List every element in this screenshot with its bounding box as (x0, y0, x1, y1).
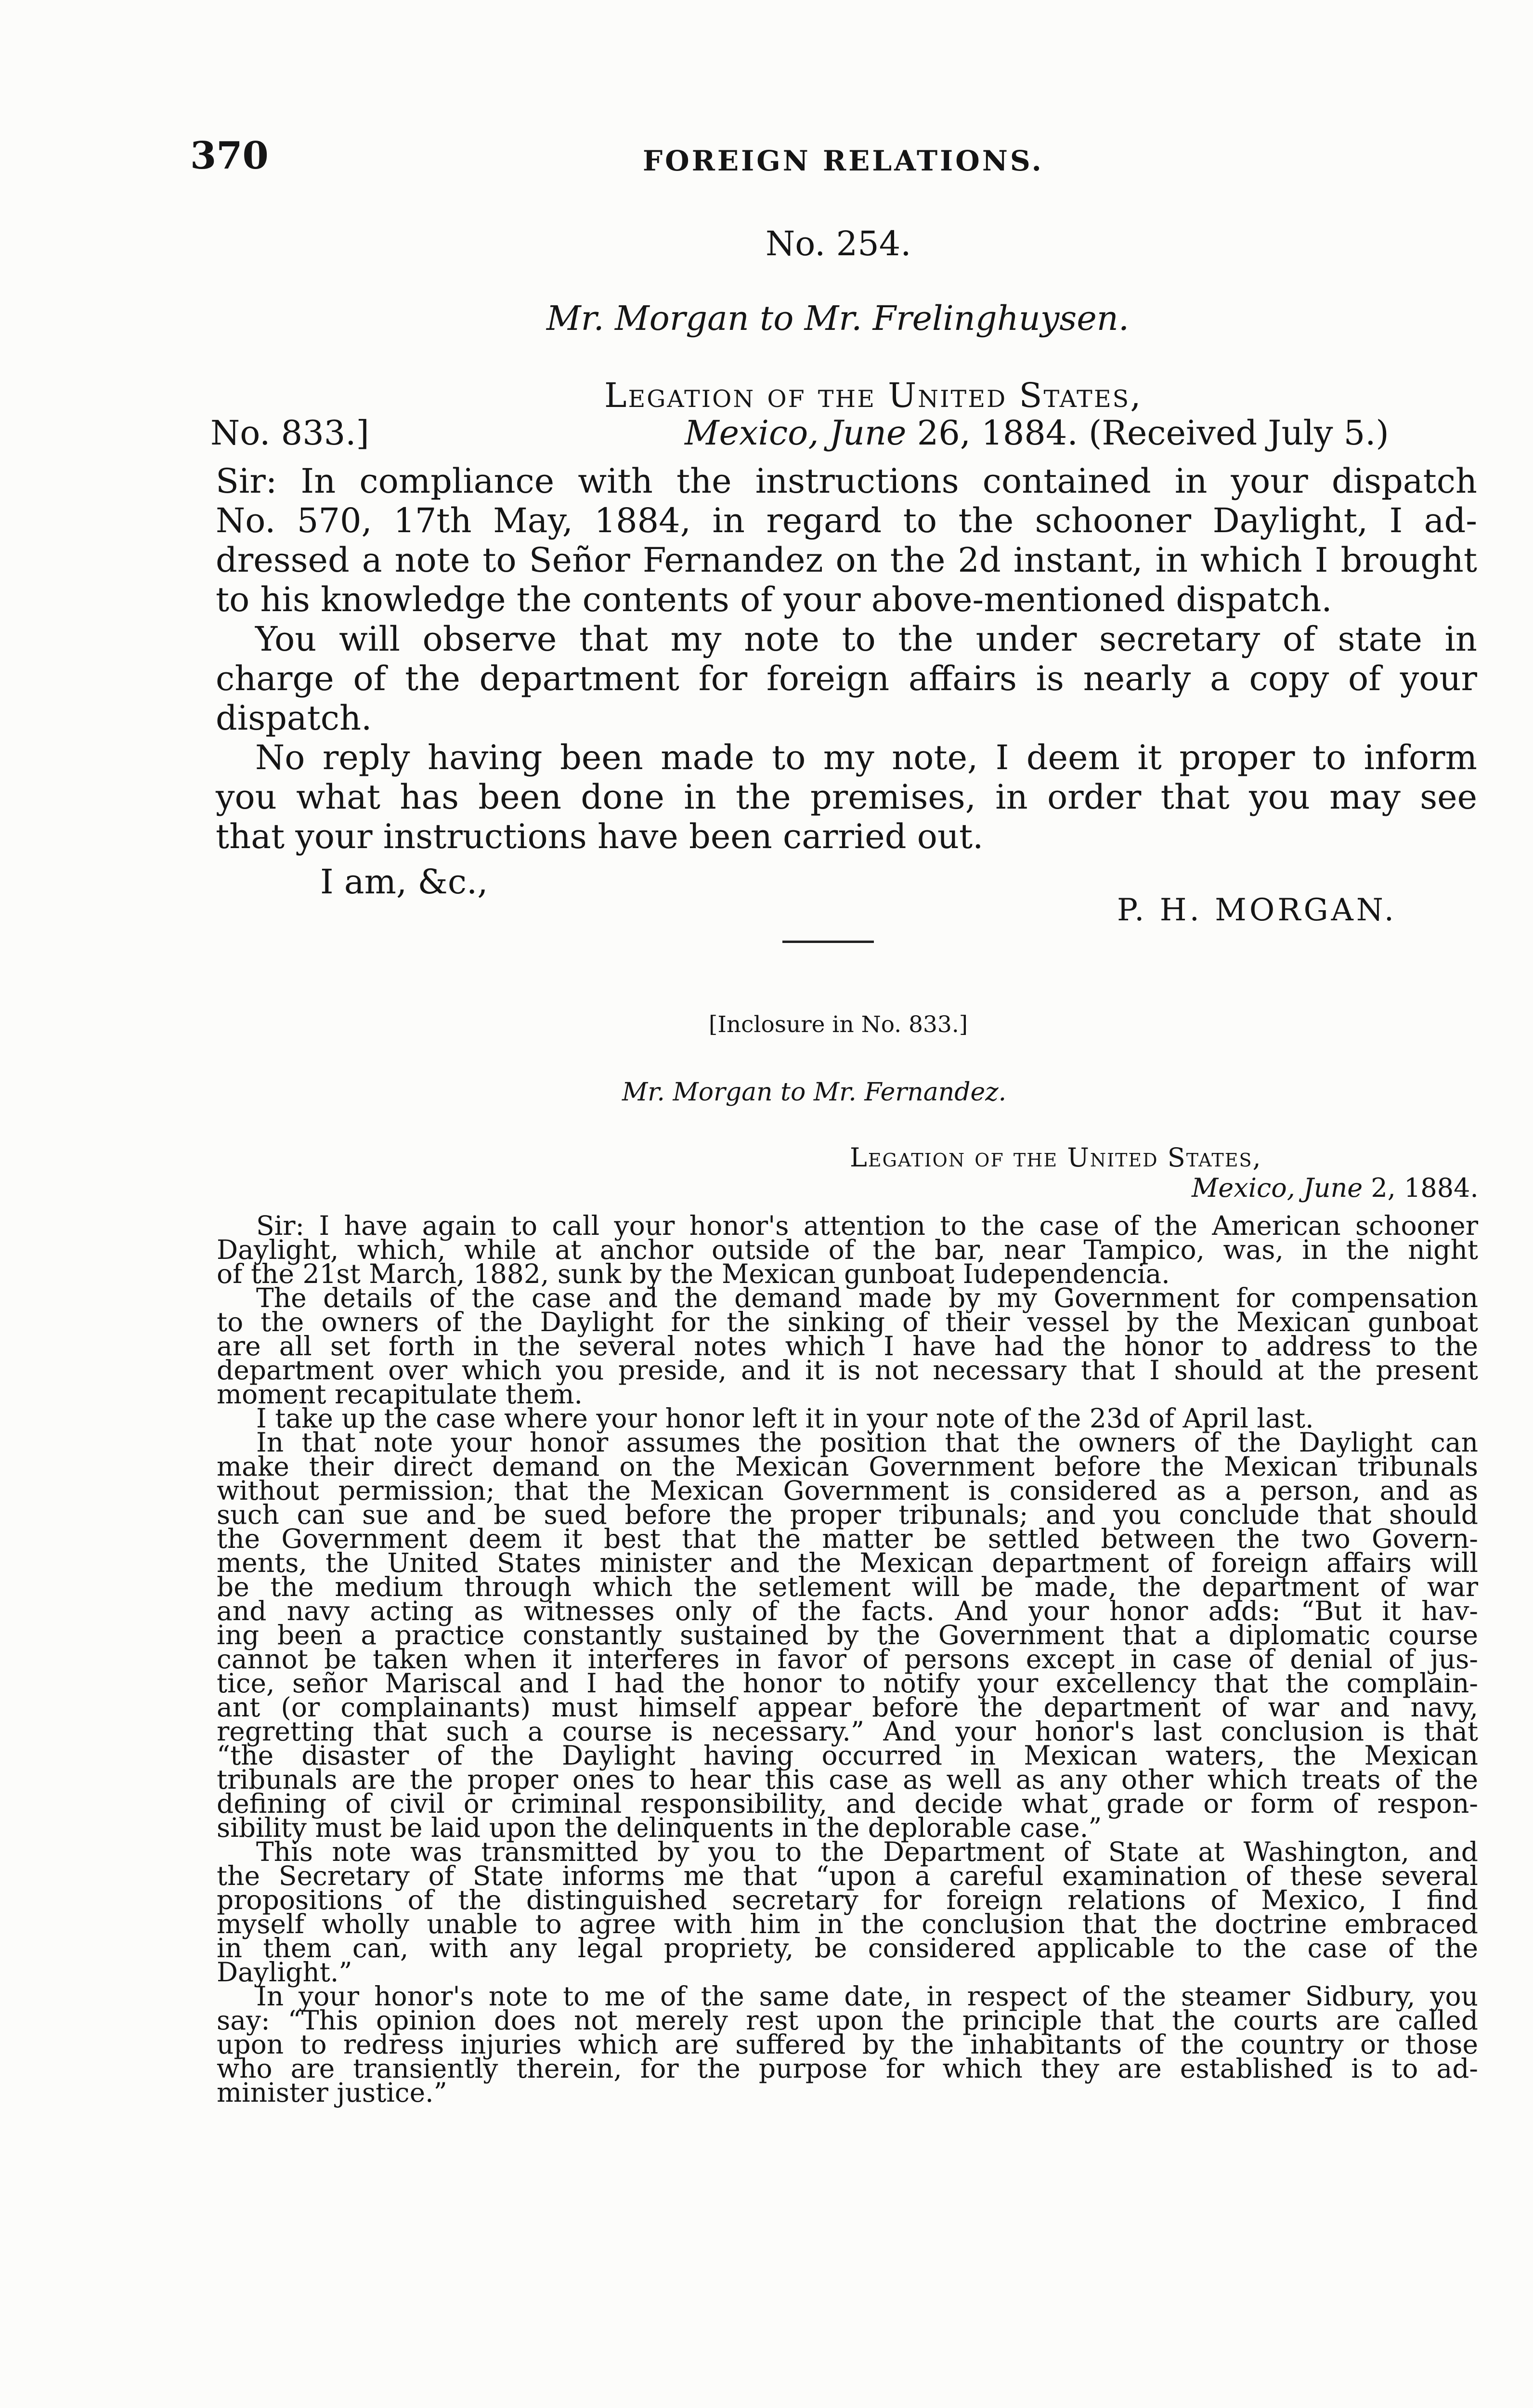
enclosure-line: defining of civil or criminal responsibility, and decide what grade or form of respon- (217, 1788, 1478, 1819)
letter-place-date (685, 413, 1389, 453)
enclosure-line: ant (or complainants) must himself appear before the department of war and navy, (217, 1692, 1478, 1723)
enclosure-line: make their direct demand on the Mexican Government before the Mexican tribunals (217, 1451, 1478, 1482)
enclosure-title: Mr. Morgan to Mr. Fernandez. (622, 1078, 1007, 1107)
letter-line: You will observe that my note to the under secretary of state in (255, 619, 1477, 659)
enclosure-line: I take up the case where your honor left it in your note of the 23d of April last. (256, 1403, 1314, 1434)
enclosure-line: tribunals are the proper ones to hear this case as well as any other which treats of the (217, 1764, 1478, 1795)
letter-line: dispatch. (216, 698, 372, 738)
letter-legation: Legation of the United States, (604, 376, 1143, 415)
enclosure-line: are all set forth in the several notes which I have had the honor to address to the (217, 1331, 1478, 1361)
enclosure-place: Mexico, June (1192, 1173, 1363, 1203)
enclosure-line: “the disaster of the Daylight having occurred in Mexican waters, the Mexican (217, 1740, 1478, 1771)
enclosure-line: cannot be taken when it interferes in favor of persons except in case of denial of jus- (217, 1644, 1478, 1675)
letter-line: Sir: In compliance with the instructions contained in your dispatch (216, 461, 1477, 501)
enclosure-date: 2, 1884. (1363, 1173, 1479, 1203)
enclosure-line: to the owners of the Daylight for the sinking of their vessel by the Mexican gunboat (217, 1307, 1478, 1337)
enclosure-line: Daylight.” (217, 1957, 352, 1988)
enclosure-line: minister justice.” (217, 2077, 447, 2108)
letter-line: charge of the department for foreign affairs is nearly a copy of your (216, 659, 1477, 698)
letter-line: that your instructions have been carried out. (216, 817, 984, 856)
enclosure-line: the Government deem it best that the matter be settled between the two Govern- (217, 1523, 1478, 1554)
letter-closing: I am, &c., (320, 862, 488, 902)
enclosure-line: and navy acting as witnesses only of the facts. And your honor adds: “But it hav- (217, 1596, 1478, 1626)
letter-line: No reply having been made to my note, I deem it proper to inform (255, 738, 1477, 777)
letter-signature: P. H. MORGAN. (1117, 892, 1397, 928)
enclosure-line: myself wholly unable to agree with him in the conclusion that the doctrine embraced (217, 1909, 1478, 1939)
enclosure-line: In your honor's note to me of the same date, in respect of the steamer Sidbury, you (256, 1981, 1478, 2012)
enclosure-line: department over which you preside, and it is not necessary that I should at the present (217, 1355, 1478, 1386)
enclosure-line: of the 21st March, 1882, sunk by the Mexican gunboat Iudependencia. (217, 1258, 1170, 1289)
enclosure-line: who are transiently therein, for the purpose for which they are established is to ad- (217, 2053, 1478, 2084)
enclosure-line: regretting that such a course is necessary.” And your honor's last conclusion is that (217, 1716, 1478, 1747)
enclosure-line: This note was transmitted by you to the Department of State at Washington, and (256, 1836, 1478, 1867)
enclosure-line: without permission; that the Mexican Government is considered as a person, and as (217, 1475, 1478, 1506)
enclosure-label: [Inclosure in No. 833.] (709, 1011, 968, 1038)
document-number: No. 254. (766, 224, 911, 263)
enclosure-line: moment recapitulate them. (217, 1379, 583, 1410)
letter-date: 26, 1884. (Received July 5.) (906, 413, 1389, 453)
enclosure-line: ments, the United States minister and the Mexican department of foreign affairs will (217, 1547, 1478, 1578)
enclosure-line: Daylight, which, while at anchor outside of the bar, near Tampico, was, in the night (217, 1234, 1478, 1265)
enclosure-line: sibility must be laid upon the delinquents in the deplorable case.” (217, 1812, 1102, 1843)
letter-title: Mr. Morgan to Mr. Frelinghuysen. (546, 299, 1130, 338)
enclosure-line: in them can, with any legal propriety, be considered applicable to the case of the (217, 1933, 1478, 1963)
enclosure-line: ing been a practice constantly sustained by the Government that a diplomatic course (217, 1620, 1478, 1650)
enclosure-place-date (1192, 1173, 1479, 1203)
section-divider (782, 941, 874, 943)
enclosure-legation: Legation of the United States, (850, 1142, 1262, 1173)
enclosure-line: say: “This opinion does not merely rest upon the principle that the courts are called (217, 2005, 1478, 2036)
letter-line: dressed a note to Señor Fernandez on the 2d instant, in which I brought (216, 540, 1477, 580)
enclosure-line: The details of the case and the demand made by my Government for compensation (256, 1283, 1478, 1313)
enclosure-line: tice, señor Mariscal and I had the honor to notify your excellency that the complain- (217, 1668, 1478, 1699)
enclosure-line: Sir: I have again to call your honor's attention to the case of the American schooner (256, 1210, 1478, 1241)
dispatch-number: No. 833.] (210, 413, 369, 453)
enclosure-line: In that note your honor assumes the position that the owners of the Daylight can (256, 1427, 1478, 1458)
page-number: 370 (190, 134, 269, 178)
letter-line: to his knowledge the contents of your above-mentioned dispatch. (216, 580, 1332, 619)
letter-line: you what has been done in the premises, in order that you may see (216, 777, 1477, 817)
enclosure-line: be the medium through which the setlement will be made, the department of war (217, 1571, 1478, 1602)
letter-place: Mexico, June (685, 413, 907, 453)
enclosure-line: upon to redress injuries which are suffered by the inhabitants of the country or those (217, 2029, 1478, 2060)
enclosure-line: such can sue and be sued before the proper tribunals; and you conclude that should (217, 1499, 1478, 1530)
running-title: FOREIGN RELATIONS. (643, 144, 1044, 177)
enclosure-line: propositions of the distinguished secretary for foreign relations of Mexico, I find (217, 1885, 1478, 1915)
letter-line: No. 570, 17th May, 1884, in regard to the schooner Daylight, I ad- (216, 501, 1477, 540)
enclosure-line: the Secretary of State informs me that “upon a careful examination of these several (217, 1860, 1478, 1891)
